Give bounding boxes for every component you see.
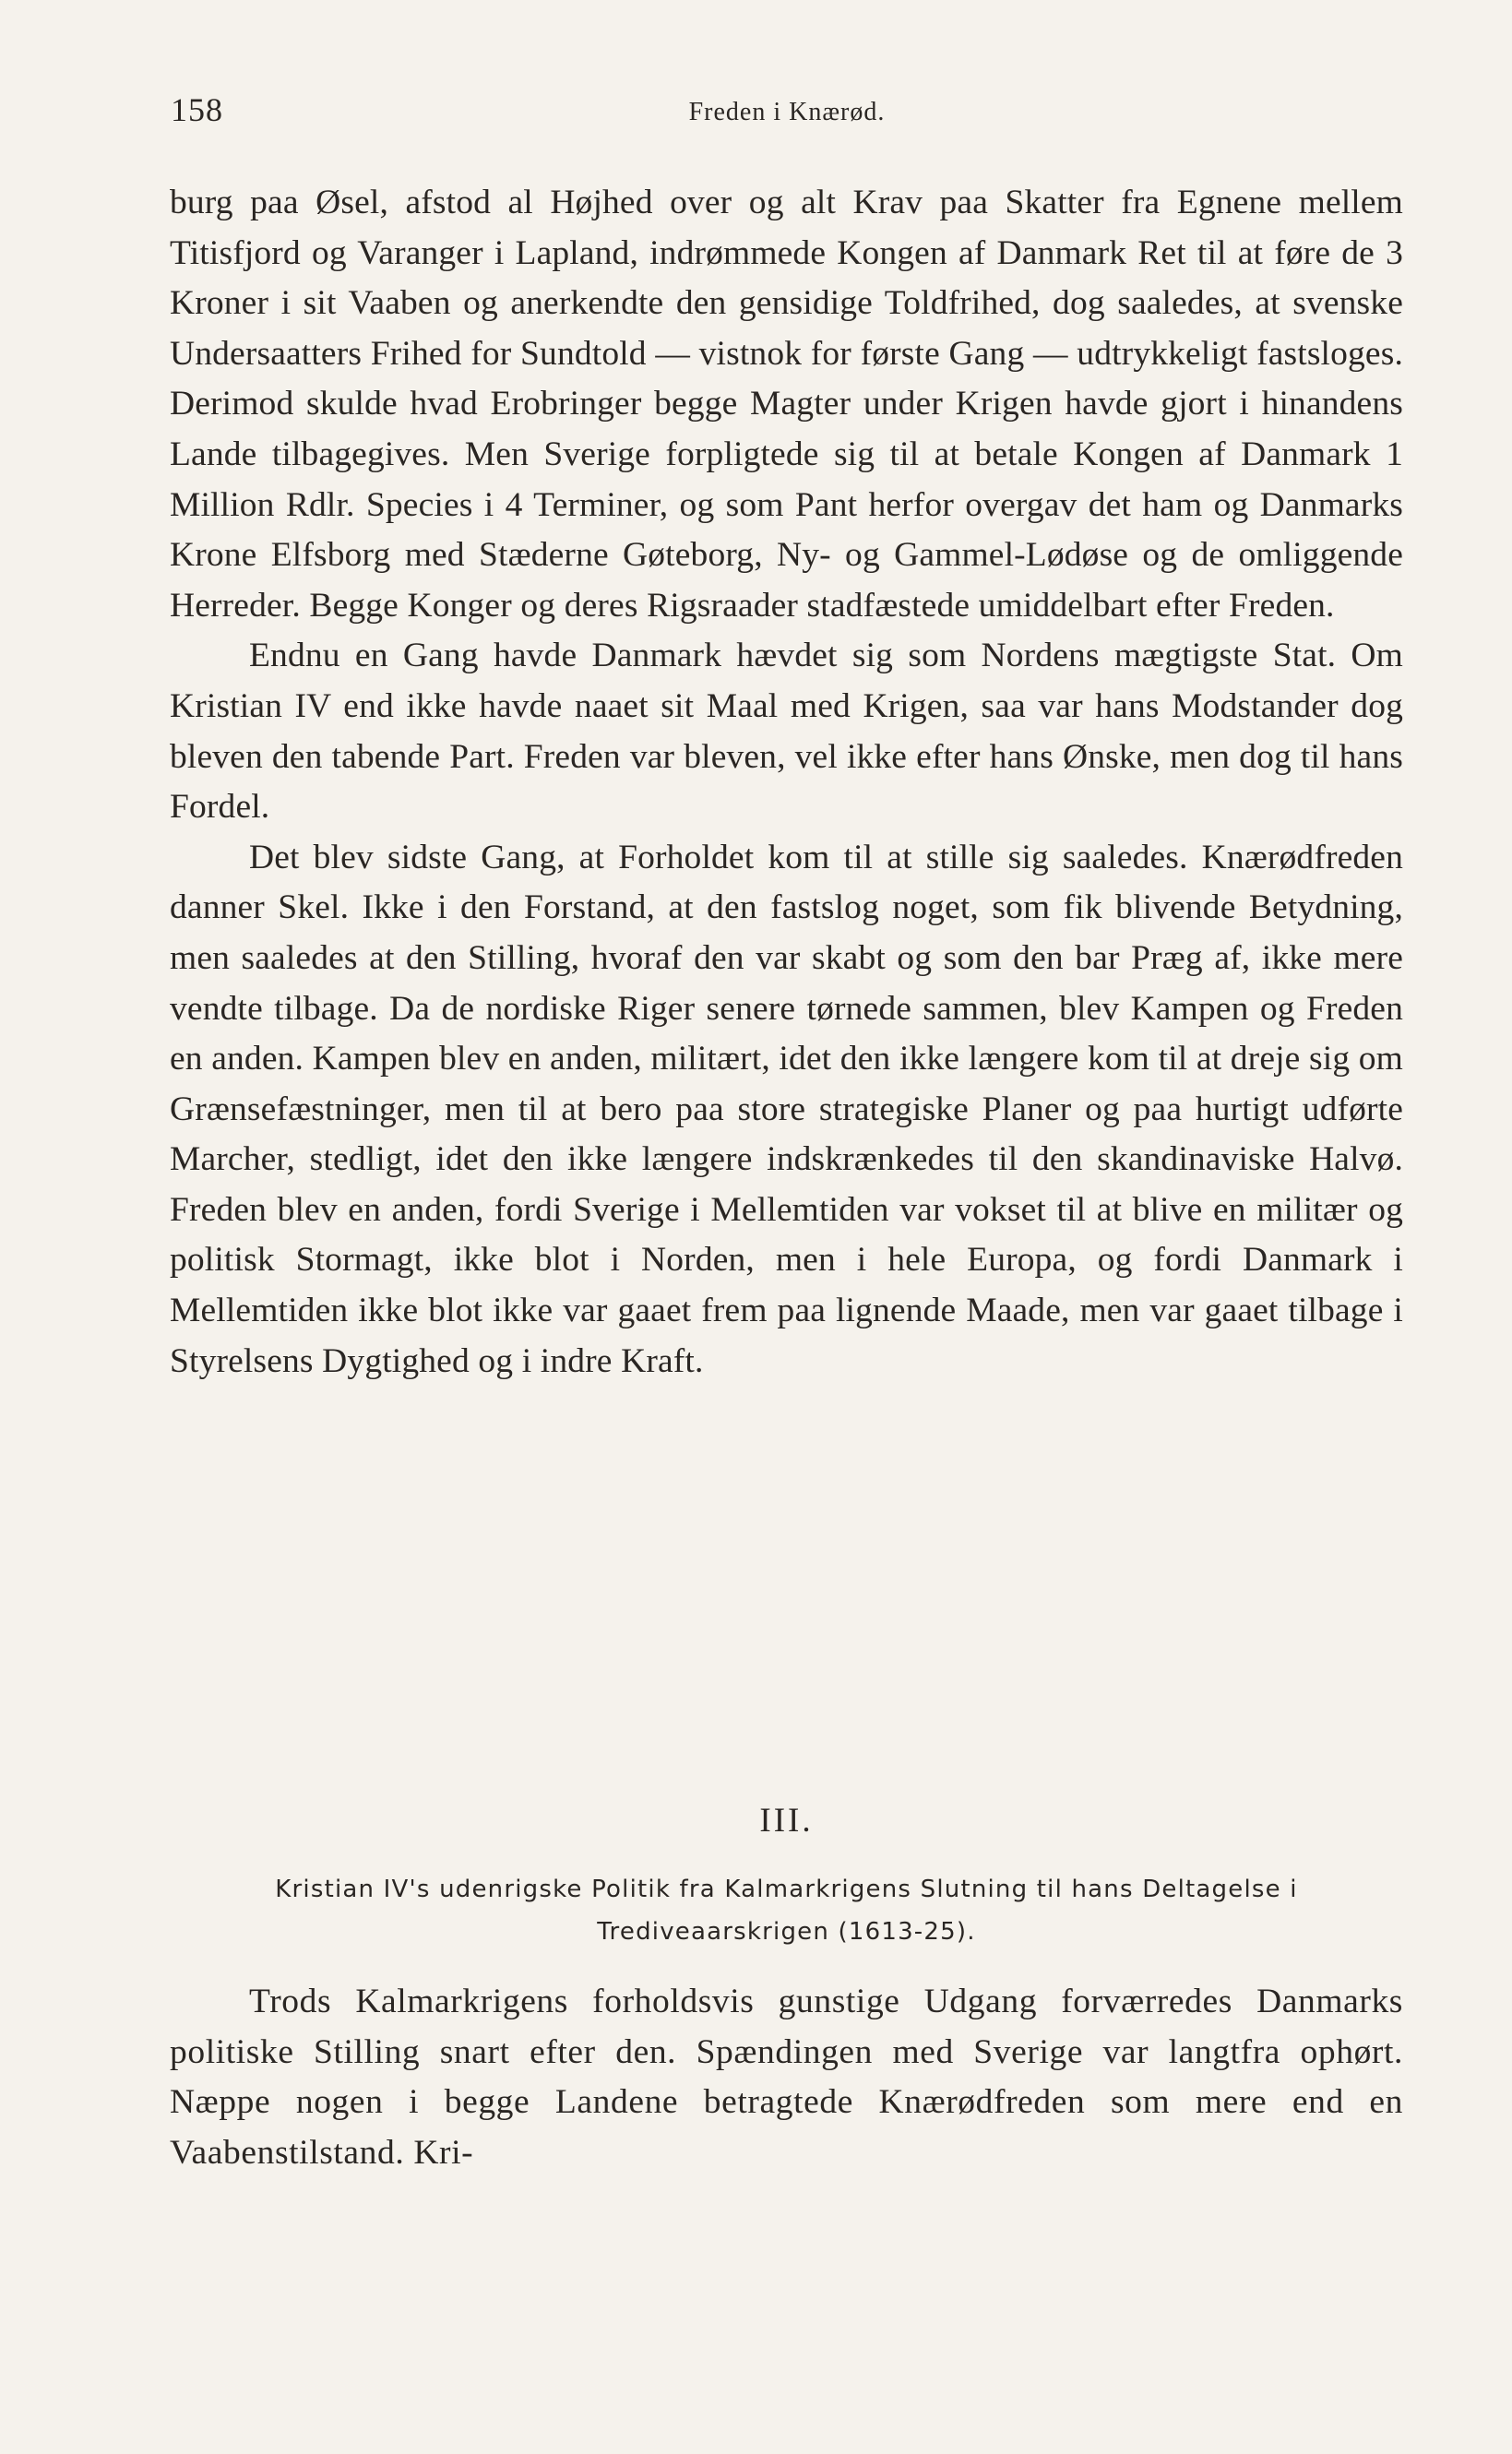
paragraph: burg paa Øsel, afstod al Højhed over og alt Krav paa Skatter fra Egnene mellem Titisfjord og Varanger i Lapland, indrømmede Kongen af Danmark Ret til at føre de 3 Kroner i sit Vaaben og anerkendte den gensidige Toldfrihed, dog saaledes, at svenske Undersaatters Frihed for Sundtold — vistnok for første Gang — udtrykkeligt fastsloges. Derimod skulde hvad Erobringer begge Magter under Krigen havde gjort i hinandens Lande tilbagegives. Men Sverige forpligtede sig til at betale Kongen af Danmark 1 Million Rdlr. Species i 4 Terminer, og som Pant herfor overgav det ham og Danmarks Krone Elfsborg med Stæderne Gøteborg, Ny- og Gammel-Lødøse og de omliggende Herreder. Begge Konger og deres Rigsraader stadfæstede umiddelbart efter Freden.	[170, 184, 1403, 625]
page-header	[171, 90, 1403, 137]
paragraph: Det blev sidste Gang, at Forholdet kom til at stille sig saaledes. Knærødfreden danner Skel. Ikke i den Forstand, at den fastslog noget, som fik blivende Betydning, men saaledes at den Stilling, hvoraf den var skabt og som den bar Præg af, ikke mere vendte tilbage. Da de nordiske Riger senere tørnede sammen, blev Kampen og Freden en anden. Kampen blev en anden, militært, idet den ikke længere kom til at dreje sig om Grænsefæstninger, men til at bero paa store strategiske Planer og paa hurtigt udførte Marcher, stedligt, idet den ikke længere indskrænkedes til den skandinaviske Halvø. Freden blev en anden, fordi Sverige i Mellemtiden var vokset til at blive en militær og politisk Stormagt, ikke blot i Norden, men i hele Europa, og fordi Danmark i Mellemtiden ikke blot ikke var gaaet frem paa lignende Maade, men var gaaet tilbage i Styrelsens Dygtighed og i indre Kraft.	[170, 838, 1403, 1380]
section-subtitle: Kristian IV's udenrigske Politik fra Kalmarkrigens Slutning til hans Deltagelse i Trediveaarskrigen (1613-25).	[275, 1876, 1298, 1946]
paragraph: Trods Kalmarkrigens forholdsvis gunstige Udgang forværredes Danmarks politiske Stilling snart efter den. Spændingen med Sverige var langtfra ophørt. Næppe nogen i begge Landene betragtede Knærødfreden som mere end en Vaabenstilstand. Kri-	[170, 1983, 1403, 2172]
main-text	[170, 178, 1403, 1387]
section-text	[170, 1977, 1403, 2178]
page-number: 158	[171, 91, 223, 128]
paragraph: Endnu en Gang havde Danmark hævdet sig som Nordens mægtigste Stat. Om Kristian IV end ikke havde naaet sit Maal med Krigen, saa var hans Modstander dog bleven den tabende Part. Freden var bleven, vel ikke efter hans Ønske, men dog til hans Fordel.	[170, 637, 1403, 827]
section-number: III.	[759, 1802, 814, 1840]
running-title: Freden i Knærød.	[688, 98, 886, 126]
section-heading	[170, 1801, 1403, 1953]
